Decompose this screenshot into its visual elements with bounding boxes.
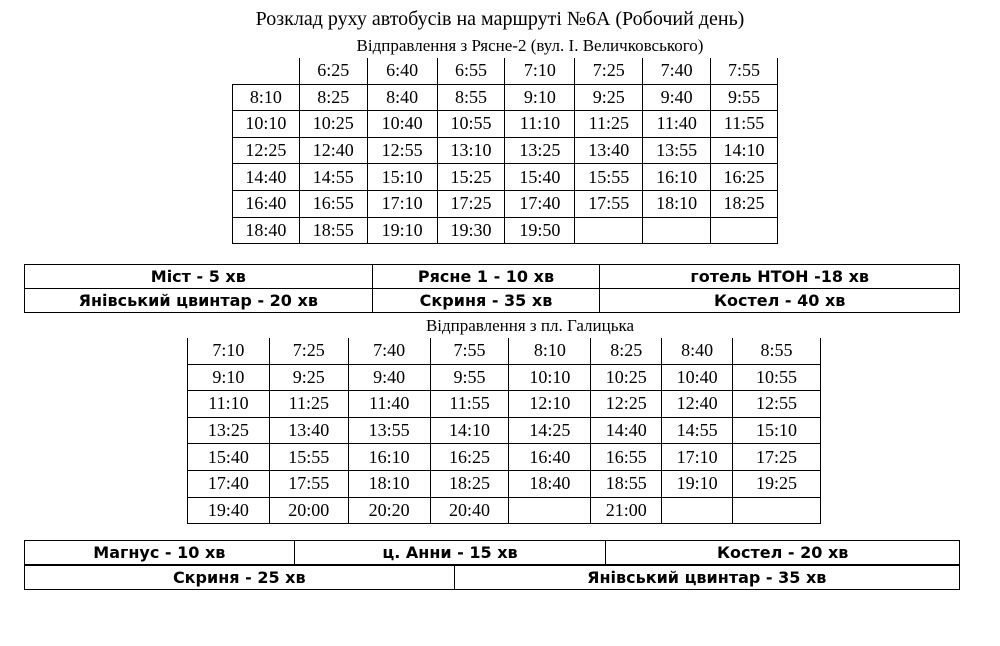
time-cell: 10:40	[367, 111, 437, 138]
time-cell: 11:55	[711, 111, 778, 138]
time-cell: 13:10	[437, 137, 505, 164]
time-cell: 7:10	[188, 338, 270, 364]
time-cell: 9:10	[188, 364, 270, 391]
time-cell: 19:10	[367, 217, 437, 244]
time-cell: 18:25	[711, 190, 778, 217]
table-row	[25, 265, 960, 289]
time-cell: 6:40	[367, 58, 437, 84]
time-cell: 7:55	[430, 338, 509, 364]
time-cell: 15:10	[367, 164, 437, 191]
time-cell: 16:40	[233, 190, 300, 217]
time-cell: 17:10	[367, 190, 437, 217]
time-cell: 20:20	[348, 497, 430, 524]
time-cell: 9:55	[430, 364, 509, 391]
time-cell: 18:55	[299, 217, 367, 244]
time-cell: 11:25	[269, 391, 348, 418]
time-cell: 18:40	[233, 217, 300, 244]
table-row	[233, 217, 778, 244]
table-row	[233, 190, 778, 217]
time-cell: 7:10	[505, 58, 575, 84]
time-cell: 19:30	[437, 217, 505, 244]
time-cell: 16:10	[348, 444, 430, 471]
stop-cell: ц. Анни - 15 хв	[294, 541, 606, 565]
time-cell: 12:55	[367, 137, 437, 164]
timetable-2	[187, 338, 821, 524]
time-cell	[711, 217, 778, 244]
time-cell	[733, 497, 821, 524]
time-cell: 10:55	[733, 364, 821, 391]
time-cell: 19:50	[505, 217, 575, 244]
time-cell: 11:10	[505, 111, 575, 138]
time-cell	[662, 497, 733, 524]
time-cell: 20:40	[430, 497, 509, 524]
stop-cell: Міст - 5 хв	[25, 265, 373, 289]
stops-table-2-row2	[24, 565, 960, 590]
time-cell: 13:55	[643, 137, 711, 164]
time-cell: 11:10	[188, 391, 270, 418]
time-cell: 7:40	[643, 58, 711, 84]
table-row	[25, 566, 960, 590]
time-cell	[509, 497, 591, 524]
time-cell: 8:55	[437, 84, 505, 111]
stop-cell: Рясне 1 - 10 хв	[372, 265, 600, 289]
table-row	[233, 111, 778, 138]
time-cell: 8:10	[233, 84, 300, 111]
table-row	[188, 391, 821, 418]
time-cell: 14:40	[591, 417, 662, 444]
time-cell: 8:25	[591, 338, 662, 364]
time-cell: 15:55	[269, 444, 348, 471]
stop-cell: готель НТОН -18 хв	[600, 265, 960, 289]
stop-cell: Костел - 20 хв	[606, 541, 960, 565]
time-cell: 10:55	[437, 111, 505, 138]
table-row	[188, 470, 821, 497]
time-cell: 9:55	[711, 84, 778, 111]
stop-cell: Костел - 40 хв	[600, 289, 960, 313]
time-cell: 17:25	[733, 444, 821, 471]
time-cell: 12:25	[591, 391, 662, 418]
time-cell: 17:40	[188, 470, 270, 497]
time-cell: 7:40	[348, 338, 430, 364]
time-cell: 9:10	[505, 84, 575, 111]
stop-cell: Скриня - 35 хв	[372, 289, 600, 313]
time-cell: 9:25	[575, 84, 643, 111]
time-cell	[233, 58, 300, 84]
table-row	[188, 497, 821, 524]
time-cell: 8:40	[662, 338, 733, 364]
time-cell: 15:10	[733, 417, 821, 444]
time-cell: 10:10	[509, 364, 591, 391]
time-cell: 15:25	[437, 164, 505, 191]
time-cell: 15:55	[575, 164, 643, 191]
time-cell: 7:55	[711, 58, 778, 84]
time-cell: 15:40	[188, 444, 270, 471]
stop-cell: Янівський цвинтар - 35 хв	[454, 566, 959, 590]
stop-cell: Магнус - 10 хв	[25, 541, 295, 565]
time-cell: 10:25	[591, 364, 662, 391]
time-cell: 10:40	[662, 364, 733, 391]
time-cell	[575, 217, 643, 244]
time-cell: 16:55	[591, 444, 662, 471]
time-cell: 13:25	[188, 417, 270, 444]
time-cell: 19:25	[733, 470, 821, 497]
time-cell: 17:40	[505, 190, 575, 217]
time-cell: 13:55	[348, 417, 430, 444]
time-cell: 17:55	[269, 470, 348, 497]
time-cell: 7:25	[269, 338, 348, 364]
stops-table-1	[24, 264, 960, 313]
time-cell: 10:10	[233, 111, 300, 138]
timetable-1	[232, 58, 778, 244]
time-cell: 6:55	[437, 58, 505, 84]
departure-heading-1: Відправлення з Рясне-2 (вул. І. Величковського)	[356, 36, 704, 55]
table-row	[233, 164, 778, 191]
time-cell: 21:00	[591, 497, 662, 524]
time-cell: 13:40	[269, 417, 348, 444]
time-cell: 12:40	[299, 137, 367, 164]
time-cell: 12:55	[733, 391, 821, 418]
page-title: Розклад руху автобусів на маршруті №6А (Робочий день)	[255, 8, 745, 30]
time-cell: 13:25	[505, 137, 575, 164]
time-cell: 11:55	[430, 391, 509, 418]
table-row	[188, 417, 821, 444]
time-cell: 14:25	[509, 417, 591, 444]
time-cell: 8:25	[299, 84, 367, 111]
time-cell: 18:10	[643, 190, 711, 217]
table-row	[233, 84, 778, 111]
time-cell: 9:40	[643, 84, 711, 111]
time-cell: 7:25	[575, 58, 643, 84]
time-cell: 11:40	[643, 111, 711, 138]
time-cell: 16:25	[711, 164, 778, 191]
time-cell: 13:40	[575, 137, 643, 164]
time-cell: 20:00	[269, 497, 348, 524]
time-cell: 12:10	[509, 391, 591, 418]
time-cell: 16:10	[643, 164, 711, 191]
time-cell: 14:40	[233, 164, 300, 191]
time-cell: 12:25	[233, 137, 300, 164]
time-cell: 11:40	[348, 391, 430, 418]
table-row	[25, 541, 960, 565]
table-row	[25, 289, 960, 313]
time-cell: 14:10	[711, 137, 778, 164]
time-cell: 17:55	[575, 190, 643, 217]
table-row	[188, 444, 821, 471]
table-row	[233, 58, 778, 84]
time-cell: 17:25	[437, 190, 505, 217]
time-cell: 14:55	[662, 417, 733, 444]
time-cell: 8:40	[367, 84, 437, 111]
time-cell	[643, 217, 711, 244]
time-cell: 18:10	[348, 470, 430, 497]
time-cell: 8:10	[509, 338, 591, 364]
time-cell: 14:55	[299, 164, 367, 191]
time-cell: 16:55	[299, 190, 367, 217]
stops-table-2-row1	[24, 540, 960, 565]
time-cell: 9:40	[348, 364, 430, 391]
time-cell: 10:25	[299, 111, 367, 138]
time-cell: 19:10	[662, 470, 733, 497]
time-cell: 16:25	[430, 444, 509, 471]
time-cell: 11:25	[575, 111, 643, 138]
time-cell: 8:55	[733, 338, 821, 364]
time-cell: 19:40	[188, 497, 270, 524]
time-cell: 18:25	[430, 470, 509, 497]
table-row	[188, 338, 821, 364]
time-cell: 12:40	[662, 391, 733, 418]
time-cell: 14:10	[430, 417, 509, 444]
time-cell: 9:25	[269, 364, 348, 391]
table-row	[233, 137, 778, 164]
departure-heading-2: Відправлення з пл. Галицька	[425, 316, 635, 335]
time-cell: 17:10	[662, 444, 733, 471]
time-cell: 16:40	[509, 444, 591, 471]
time-cell: 18:55	[591, 470, 662, 497]
stop-cell: Янівський цвинтар - 20 хв	[25, 289, 373, 313]
stop-cell: Скриня - 25 хв	[25, 566, 455, 590]
time-cell: 15:40	[505, 164, 575, 191]
table-row	[188, 364, 821, 391]
time-cell: 18:40	[509, 470, 591, 497]
time-cell: 6:25	[299, 58, 367, 84]
